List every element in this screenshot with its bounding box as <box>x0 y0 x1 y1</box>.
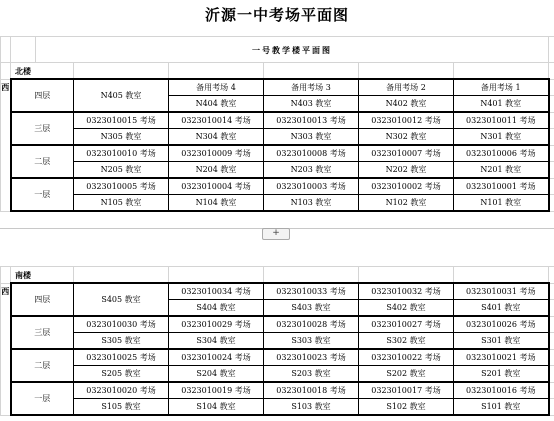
exam-room-label[interactable]: 0323010033 考场 <box>264 283 359 300</box>
blank-cell[interactable] <box>549 399 554 416</box>
exam-room-label[interactable]: 0323010009 考场 <box>169 145 264 162</box>
floor-label[interactable]: 三层 <box>11 316 74 349</box>
classroom-label[interactable]: S205 教室 <box>74 366 169 383</box>
exam-room-label[interactable]: 0323010019 考场 <box>169 382 264 399</box>
classroom-label[interactable]: N104 教室 <box>169 195 264 212</box>
exam-room-label[interactable]: 0323010015 考场 <box>74 112 169 129</box>
classroom-label[interactable]: N205 教室 <box>74 162 169 179</box>
classroom-label[interactable]: S103 教室 <box>264 399 359 416</box>
south-grid <box>1 267 554 416</box>
south-building-sheet <box>0 266 554 416</box>
classroom-label[interactable]: N404 教室 <box>169 96 264 113</box>
classroom-label[interactable]: N402 教室 <box>359 96 454 113</box>
exam-room-label[interactable]: 0323010016 考场 <box>454 382 549 399</box>
south-building-table <box>0 266 554 416</box>
blank-cell[interactable] <box>549 382 554 399</box>
blank-cell[interactable] <box>549 129 554 146</box>
floor-label[interactable]: 四层 <box>11 283 74 316</box>
north-building-table <box>0 36 554 212</box>
classroom-label[interactable]: N202 教室 <box>359 162 454 179</box>
classroom-label[interactable]: N203 教室 <box>264 162 359 179</box>
blank-cell[interactable] <box>74 267 169 284</box>
classroom-label[interactable]: S203 教室 <box>264 366 359 383</box>
exam-room-label[interactable]: 备用考场 1 <box>454 79 549 96</box>
exam-room-label[interactable]: 0323010011 考场 <box>454 112 549 129</box>
exam-room-label[interactable]: 0323010020 考场 <box>74 382 169 399</box>
exam-room-label[interactable]: 0323010025 考场 <box>74 349 169 366</box>
blank-cell[interactable] <box>1 63 11 80</box>
blank-cell[interactable] <box>1 267 11 284</box>
blank-cell[interactable] <box>549 79 554 96</box>
blank-cell[interactable] <box>169 63 264 80</box>
classroom-label[interactable]: S204 教室 <box>169 366 264 383</box>
north-grid <box>1 37 554 212</box>
exam-room-label[interactable]: 0323010010 考场 <box>74 145 169 162</box>
exam-room-label[interactable]: 0323010023 考场 <box>264 349 359 366</box>
blank-cell[interactable] <box>549 267 554 284</box>
blank-cell[interactable] <box>359 267 454 284</box>
exam-room-label[interactable]: 0323010031 考场 <box>454 283 549 300</box>
classroom-label[interactable]: S402 教室 <box>359 300 454 317</box>
exam-room-label[interactable]: 0323010021 考场 <box>454 349 549 366</box>
exam-room-label[interactable]: 0323010029 考场 <box>169 316 264 333</box>
classroom-label[interactable]: S403 教室 <box>264 300 359 317</box>
blank-cell[interactable] <box>549 366 554 383</box>
floor-label[interactable]: 二层 <box>11 145 74 178</box>
floor-label[interactable]: 一层 <box>11 382 74 415</box>
classroom-label[interactable]: N201 教室 <box>454 162 549 179</box>
blank-cell[interactable] <box>549 333 554 350</box>
blank-cell[interactable] <box>549 195 554 212</box>
blank-cell[interactable] <box>549 112 554 129</box>
exam-room-label[interactable]: 0323010024 考场 <box>169 349 264 366</box>
classroom-label[interactable]: S201 教室 <box>454 366 549 383</box>
room-cell[interactable]: N405 教室 <box>74 79 169 112</box>
classroom-label[interactable]: S404 教室 <box>169 300 264 317</box>
blank-cell[interactable] <box>549 283 554 300</box>
blank-cell[interactable] <box>359 63 454 80</box>
building-title[interactable]: 一号教学楼平面图 <box>36 37 549 63</box>
floor-label[interactable]: 二层 <box>11 349 74 382</box>
floor-label[interactable]: 一层 <box>11 178 74 211</box>
blank-cell[interactable] <box>549 178 554 195</box>
floor-label[interactable]: 四层 <box>11 79 74 112</box>
blank-cell[interactable] <box>549 145 554 162</box>
exam-room-label[interactable]: 0323010013 考场 <box>264 112 359 129</box>
exam-room-label[interactable]: 0323010003 考场 <box>264 178 359 195</box>
blank-cell[interactable] <box>549 63 554 80</box>
blank-cell[interactable] <box>169 267 264 284</box>
exam-room-label[interactable]: 备用考场 3 <box>264 79 359 96</box>
exam-room-label[interactable]: 0323010006 考场 <box>454 145 549 162</box>
exam-room-label[interactable]: 0323010026 考场 <box>454 316 549 333</box>
classroom-label[interactable]: S105 教室 <box>74 399 169 416</box>
blank-cell[interactable] <box>549 316 554 333</box>
classroom-label[interactable]: S104 教室 <box>169 399 264 416</box>
exam-room-label[interactable]: 0323010018 考场 <box>264 382 359 399</box>
exam-room-label[interactable]: 0323010007 考场 <box>359 145 454 162</box>
exam-room-label[interactable]: 备用考场 4 <box>169 79 264 96</box>
blank-cell[interactable] <box>1 37 11 63</box>
classroom-label[interactable]: S102 教室 <box>359 399 454 416</box>
north-building-sheet <box>0 36 554 212</box>
wing-label[interactable]: 北楼 <box>11 63 74 80</box>
classroom-label[interactable]: N302 教室 <box>359 129 454 146</box>
classroom-label[interactable]: N204 教室 <box>169 162 264 179</box>
blank-cell[interactable] <box>74 63 169 80</box>
classroom-label[interactable]: N105 教室 <box>74 195 169 212</box>
blank-cell[interactable] <box>549 96 554 113</box>
blank-cell[interactable] <box>454 63 549 80</box>
exam-room-label[interactable]: 0323010034 考场 <box>169 283 264 300</box>
wing-label[interactable]: 南楼 <box>11 267 74 284</box>
exam-room-label[interactable]: 0323010001 考场 <box>454 178 549 195</box>
blank-cell[interactable] <box>549 349 554 366</box>
blank-cell[interactable] <box>549 300 554 317</box>
classroom-label[interactable]: N102 教室 <box>359 195 454 212</box>
exam-room-label[interactable]: 0323010027 考场 <box>359 316 454 333</box>
west-direction-label[interactable]: 西 <box>1 283 11 415</box>
classroom-label[interactable]: N103 教室 <box>264 195 359 212</box>
classroom-label[interactable]: S305 教室 <box>74 333 169 350</box>
blank-cell[interactable] <box>11 37 36 63</box>
exam-room-label[interactable]: 0323010030 考场 <box>74 316 169 333</box>
classroom-label[interactable]: N401 教室 <box>454 96 549 113</box>
classroom-label[interactable]: S301 教室 <box>454 333 549 350</box>
classroom-label[interactable]: S401 教室 <box>454 300 549 317</box>
classroom-label[interactable]: N305 教室 <box>74 129 169 146</box>
blank-cell[interactable] <box>549 162 554 179</box>
classroom-label[interactable]: N304 教室 <box>169 129 264 146</box>
classroom-label[interactable]: N301 教室 <box>454 129 549 146</box>
classroom-label[interactable]: N403 教室 <box>264 96 359 113</box>
classroom-label[interactable]: S101 教室 <box>454 399 549 416</box>
classroom-label[interactable]: N303 教室 <box>264 129 359 146</box>
classroom-label[interactable]: S202 教室 <box>359 366 454 383</box>
exam-room-label[interactable]: 备用考场 2 <box>359 79 454 96</box>
exam-room-label[interactable]: 0323010002 考场 <box>359 178 454 195</box>
page-title: 沂源一中考场平面图 <box>204 6 349 24</box>
floor-label[interactable]: 三层 <box>11 112 74 145</box>
classroom-label[interactable]: S304 教室 <box>169 333 264 350</box>
classroom-label[interactable]: S302 教室 <box>359 333 454 350</box>
exam-room-label[interactable]: 0323010028 考场 <box>264 316 359 333</box>
room-cell[interactable]: S405 教室 <box>74 283 169 316</box>
exam-room-label[interactable]: 0323010008 考场 <box>264 145 359 162</box>
blank-cell[interactable] <box>264 267 359 284</box>
exam-room-label[interactable]: 0323010004 考场 <box>169 178 264 195</box>
classroom-label[interactable]: S303 教室 <box>264 333 359 350</box>
classroom-label[interactable]: N101 教室 <box>454 195 549 212</box>
blank-cell[interactable] <box>264 63 359 80</box>
add-sheet-button[interactable]: + <box>262 228 290 240</box>
exam-room-label[interactable]: 0323010012 考场 <box>359 112 454 129</box>
exam-room-label[interactable]: 0323010014 考场 <box>169 112 264 129</box>
exam-room-label[interactable]: 0323010022 考场 <box>359 349 454 366</box>
west-direction-label[interactable]: 西 <box>1 79 11 211</box>
blank-cell[interactable] <box>549 37 554 63</box>
exam-room-label[interactable]: 0323010017 考场 <box>359 382 454 399</box>
blank-cell[interactable] <box>454 267 549 284</box>
exam-room-label[interactable]: 0323010032 考场 <box>359 283 454 300</box>
exam-room-label[interactable]: 0323010005 考场 <box>74 178 169 195</box>
